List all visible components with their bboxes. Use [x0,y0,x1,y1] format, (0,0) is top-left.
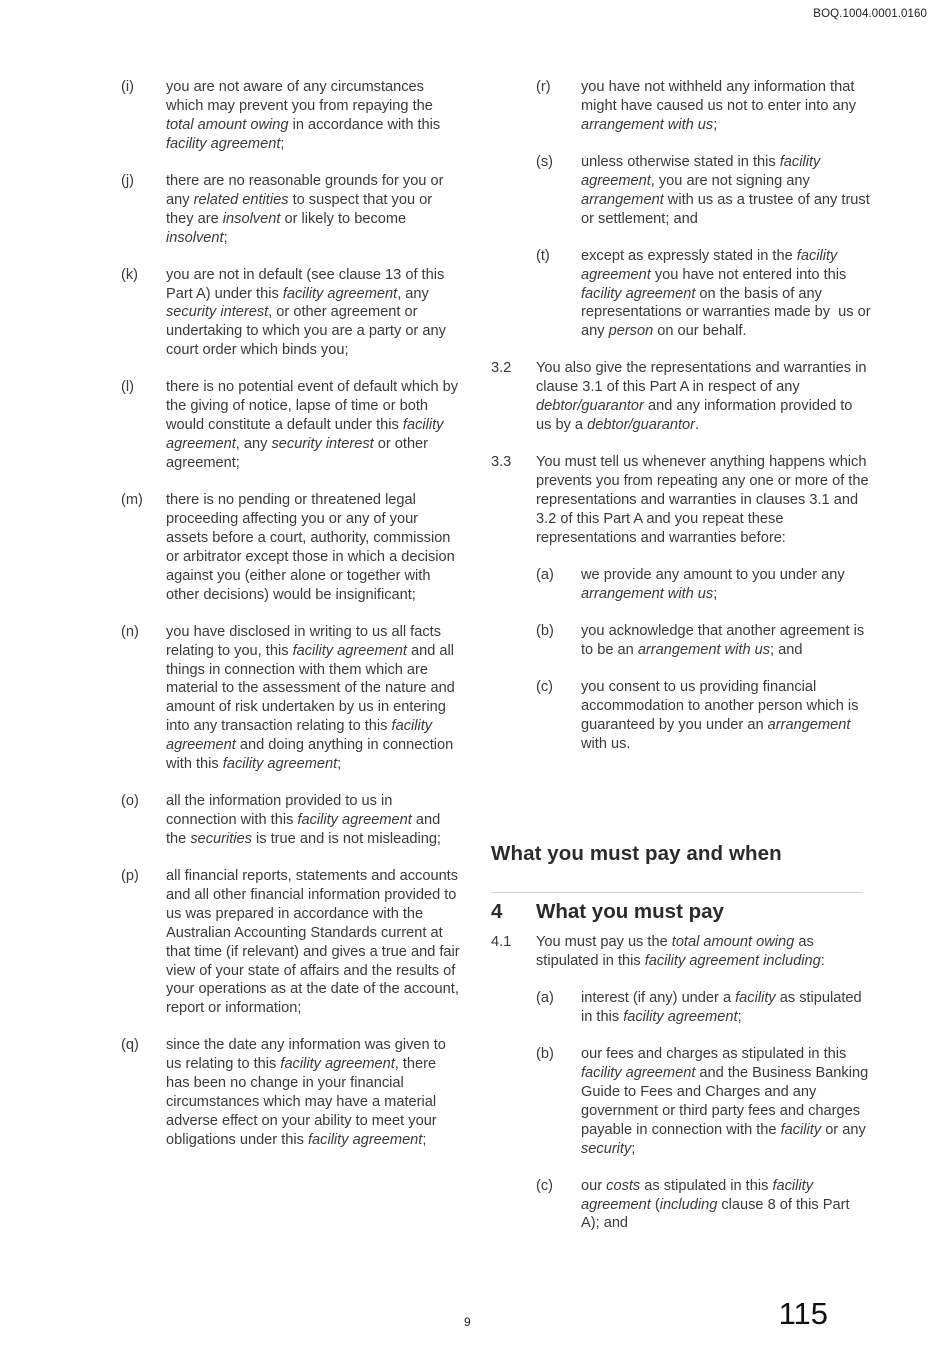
item-text: you have disclosed in writing to us all facts relating to you, this facility agreement and all things in connection with them which are material to the assessment of the nature and amount of risk undertaken by us in entering into any transaction relating to this facility agreement and doing anything in connection with this facility agreement; [166,623,455,773]
list-item [121,266,461,361]
right-column [491,78,871,772]
item-text: we provide any amount to you under any arrangement with us; [581,566,845,602]
list-item [121,792,461,849]
list-item [121,78,461,154]
item-label: (r) [536,79,551,95]
item-text: you are not in default (see clause 13 of this Part A) under this facility agreement, any security interest, or other agreement or undertaking to which you are a party or any court order which binds you; [166,266,446,359]
item-text: interest (if any) under a facility as stipulated in this facility agreement; [581,990,862,1025]
item-label: (b) [536,622,554,639]
item-label: 3.3 [491,454,512,471]
list-item [491,247,871,342]
list-item [491,153,871,229]
item-text: there is no potential event of default which by the giving of notice, lapse of time or both would constitute a default under this facility agreement, any security interest or other agreement; [166,379,459,471]
item-text: since the date any information was given to us relating to this facility agreement, there has been no change in your financial circumstances which may have a material adverse effect on your ability to meet your obligations under this facility agreement; [166,1037,446,1148]
item-text: You must tell us whenever anything happens which prevents you from repeating any one or more of the representations and warranties in clauses 3.1 and 3.2 of this Part A and you repeat these representations and warranties before: [536,454,869,546]
list-item [491,1045,871,1158]
list-item [121,1036,461,1149]
item-label: (k) [121,266,139,283]
item-label: (t) [536,247,550,264]
list-item [491,989,871,1027]
item-label: (l) [121,379,134,396]
item-text: our costs as stipulated in this facility agreement (including clause 8 of this Part A); and [581,1177,850,1232]
item-label: (c) [536,1177,554,1194]
item-label: (c) [536,678,554,695]
page-number: 9 [464,1315,471,1329]
section-divider [491,892,863,893]
list-item [491,78,871,135]
item-text: all financial reports, statements and accounts and all other financial information provided to us was prepared in accordance with the Australian Accounting Standards current at that time (if relevant) and gives a true and fair view of your state of affairs and the results of your operations as at the date of the account, report or information; [166,868,460,1017]
list-item [491,1177,871,1234]
item-text: You must pay us the total amount owing as stipulated in this facility agreement including: [536,934,825,969]
list-item [121,867,461,1018]
item-text: except as expressly stated in the facility agreement you have not entered into this facility agreement on the basis of any representations or warranties made by us or any person on our behalf. [581,247,871,340]
item-label: (n) [121,623,139,640]
clause-3-3 [491,453,871,548]
item-label: (a) [536,566,554,583]
clause-4-heading [491,900,724,924]
item-text: you acknowledge that another agreement is to be an arrangement with us; and [581,622,865,658]
item-label: 3.2 [491,360,512,377]
item-text: all the information provided to us in connection with this facility agreement and the securities is true and is not misleading; [166,793,441,847]
item-label: (m) [121,492,143,509]
item-label: (s) [536,153,554,170]
item-label: (i) [121,79,134,95]
clause-4-body [491,933,871,1252]
clause-4-1 [491,933,871,971]
list-item [121,378,461,473]
item-label: (j) [121,172,134,189]
clause-title: What you must pay [536,900,724,923]
item-text: You also give the representations and warranties in clause 3.1 of this Part A in respect of any debtor/guarantor and any information provided to us by a debtor/guarantor. [536,360,867,434]
item-label: (q) [121,1037,139,1054]
clause-3-2 [491,359,871,435]
item-label: (p) [121,868,139,885]
section-heading: What you must pay and when [491,842,782,865]
item-label: (a) [536,990,554,1006]
document-id: BOQ.1004.0001.0160 [813,8,927,20]
item-text: you consent to us providing financial accommodation to another person which is guaranteed by you under an arrangement with us. [581,678,859,752]
item-text: our fees and charges as stipulated in this facility agreement and the Business Banking Guide to Fees and Charges and any government or third party fees and charges payable in connection with the facility or any security; [581,1046,869,1157]
item-text: unless otherwise stated in this facility agreement, you are not signing any arrangement with us as a trustee of any trust or settlement; and [581,153,870,227]
item-text: there are no reasonable grounds for you or any related entities to suspect that you or they are insolvent or likely to become insolvent; [166,172,444,246]
item-label: 4.1 [491,934,512,950]
list-item [121,172,461,248]
item-text: you are not aware of any circumstances which may prevent you from repaying the total amount owing in accordance with this facility agreement; [166,79,441,152]
list-item [491,678,871,754]
item-label: (o) [121,793,139,810]
list-item [491,566,871,604]
item-text: there is no pending or threatened legal proceeding affecting you or any of your assets before a court, authority, commission or arbitrator except those in which a decision against you (either alone or together with other decisions) would be insignificant; [166,492,455,603]
clause-number: 4 [491,900,503,923]
list-item [491,622,871,660]
list-item [121,491,461,604]
stamp-number: 115 [778,1296,828,1331]
item-label: (b) [536,1046,554,1062]
item-text: you have not withheld any information that might have caused us not to enter into any arrangement with us; [581,79,857,133]
left-column [121,78,461,1168]
list-item [121,623,461,774]
